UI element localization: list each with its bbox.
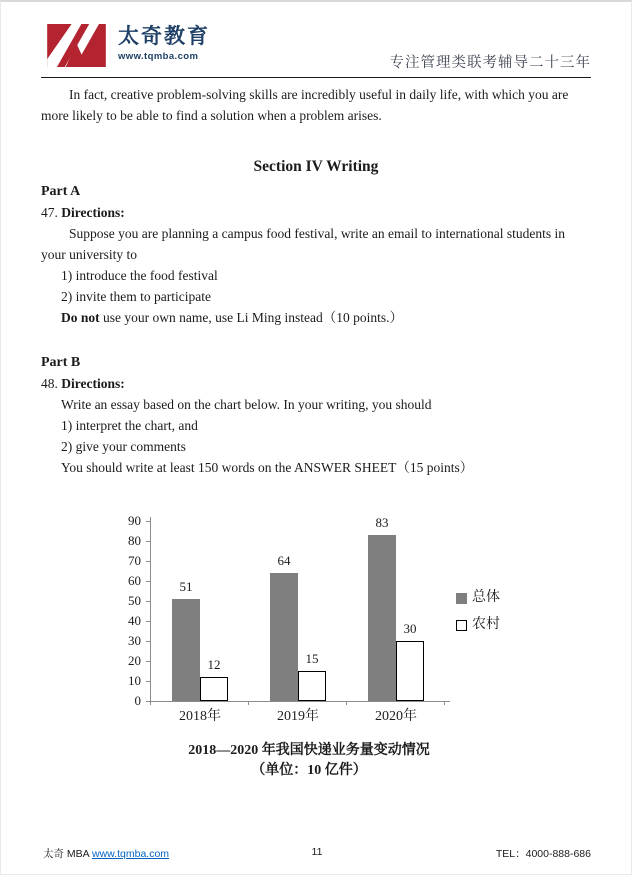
bar-value-label: 30 <box>403 621 417 636</box>
y-tick-mark <box>146 621 150 622</box>
x-tick-mark <box>150 701 151 705</box>
part-b-note: You should write at least 150 words on the ANSWER SHEET（15 points） <box>61 460 474 475</box>
y-tick-mark <box>146 581 150 582</box>
x-tick-mark <box>248 701 249 705</box>
part-a-note <box>61 307 591 328</box>
part-b-number: 48. <box>41 376 62 391</box>
section-title: Section IV Writing <box>253 158 379 175</box>
chart-subtitle: （单位：10 亿件） <box>251 763 367 778</box>
y-tick-mark <box>146 641 150 642</box>
legend-label-农村: 农村 <box>472 617 500 632</box>
bar-总体-2018年 <box>172 599 200 701</box>
y-axis-line <box>150 517 151 701</box>
part-b-item-1: 1) interpret the chart, and <box>61 418 198 433</box>
x-tick-mark <box>346 701 347 705</box>
y-tick-label: 50 <box>128 593 141 608</box>
x-axis-line <box>150 701 450 702</box>
brand-url: www.tqmba.com <box>118 51 199 62</box>
part-a-heading: Part A <box>41 184 81 199</box>
x-category-label: 2019年 <box>277 709 319 724</box>
y-tick-label: 80 <box>128 533 141 548</box>
chart-caption <box>89 741 529 781</box>
part-a-note-bold: Do not <box>61 310 100 325</box>
brand-name: 太奇教育 <box>118 25 210 48</box>
legend-label-总体: 总体 <box>472 590 500 605</box>
y-tick-label: 30 <box>128 633 141 648</box>
bar-value-label: 12 <box>207 657 221 672</box>
taiqi-logo <box>47 24 210 67</box>
y-tick-mark <box>146 541 150 542</box>
y-tick-mark <box>146 561 150 562</box>
part-a-body: Suppose you are planning a campus food festival, write an email to international students in your university to <box>41 226 566 262</box>
footer-phone: TEL：4000-888-686 <box>495 848 591 860</box>
page-header <box>41 2 591 78</box>
header-slogan: 专注管理类联考辅导二十三年 <box>389 55 591 71</box>
y-tick-label: 90 <box>128 513 141 528</box>
part-a-number: 47. <box>41 205 62 220</box>
bar-总体-2020年 <box>368 535 396 701</box>
footer-website-link[interactable]: www.tqmba.com <box>92 848 170 860</box>
bar-value-label: 83 <box>375 515 389 530</box>
y-tick-label: 60 <box>128 573 141 588</box>
x-tick-mark <box>444 701 445 705</box>
bar-value-label: 51 <box>179 579 193 594</box>
part-a-item-1: 1) introduce the food festival <box>61 268 218 283</box>
y-tick-mark <box>146 661 150 662</box>
bar-value-label: 15 <box>305 651 319 666</box>
legend-swatch-总体 <box>456 593 467 604</box>
bar-value-label: 64 <box>277 553 291 568</box>
y-tick-label: 40 <box>128 613 141 628</box>
bar-农村-2019年 <box>298 671 326 701</box>
intro-paragraph: In fact, creative problem-solving skills are incredibly useful in daily life, with which you are more likely to be able to find a solution when a problem arises. <box>41 87 569 123</box>
bar-chart <box>97 509 567 725</box>
y-tick-label: 20 <box>128 653 141 668</box>
part-a-item-2: 2) invite them to participate <box>61 289 211 304</box>
part-b-body: Write an essay based on the chart below. In your writing, you should <box>61 397 432 412</box>
x-category-label: 2020年 <box>375 709 417 724</box>
chart-title: 2018—2020 年我国快递业务量变动情况 <box>188 743 430 758</box>
part-b-block <box>41 352 591 478</box>
bar-总体-2019年 <box>270 573 298 701</box>
legend-swatch-农村 <box>456 620 467 631</box>
y-tick-label: 0 <box>134 693 141 708</box>
y-tick-label: 70 <box>128 553 141 568</box>
y-tick-mark <box>146 681 150 682</box>
y-tick-mark <box>146 521 150 522</box>
part-b-directions-line <box>41 373 591 394</box>
part-a-block <box>41 181 591 328</box>
part-a-note-rest: use your own name, use Li Ming instead（10 points.） <box>99 310 403 325</box>
part-b-item-2: 2) give your comments <box>61 439 186 454</box>
taiqi-logo-icon <box>47 24 106 67</box>
page-number: 11 <box>311 846 323 858</box>
part-a-directions-label: Directions: <box>61 205 125 220</box>
footer-brand-text: 太奇 MBA <box>43 848 93 860</box>
page-footer <box>43 846 591 860</box>
y-tick-label: 10 <box>128 673 141 688</box>
bar-农村-2020年 <box>396 641 424 701</box>
y-tick-mark <box>146 601 150 602</box>
document-body <box>1 84 631 781</box>
part-a-directions-line <box>41 202 591 223</box>
brand-block <box>118 24 210 62</box>
bar-农村-2018年 <box>200 677 228 701</box>
part-b-heading: Part B <box>41 355 81 370</box>
part-b-directions-label: Directions: <box>61 376 125 391</box>
x-category-label: 2018年 <box>179 709 221 724</box>
